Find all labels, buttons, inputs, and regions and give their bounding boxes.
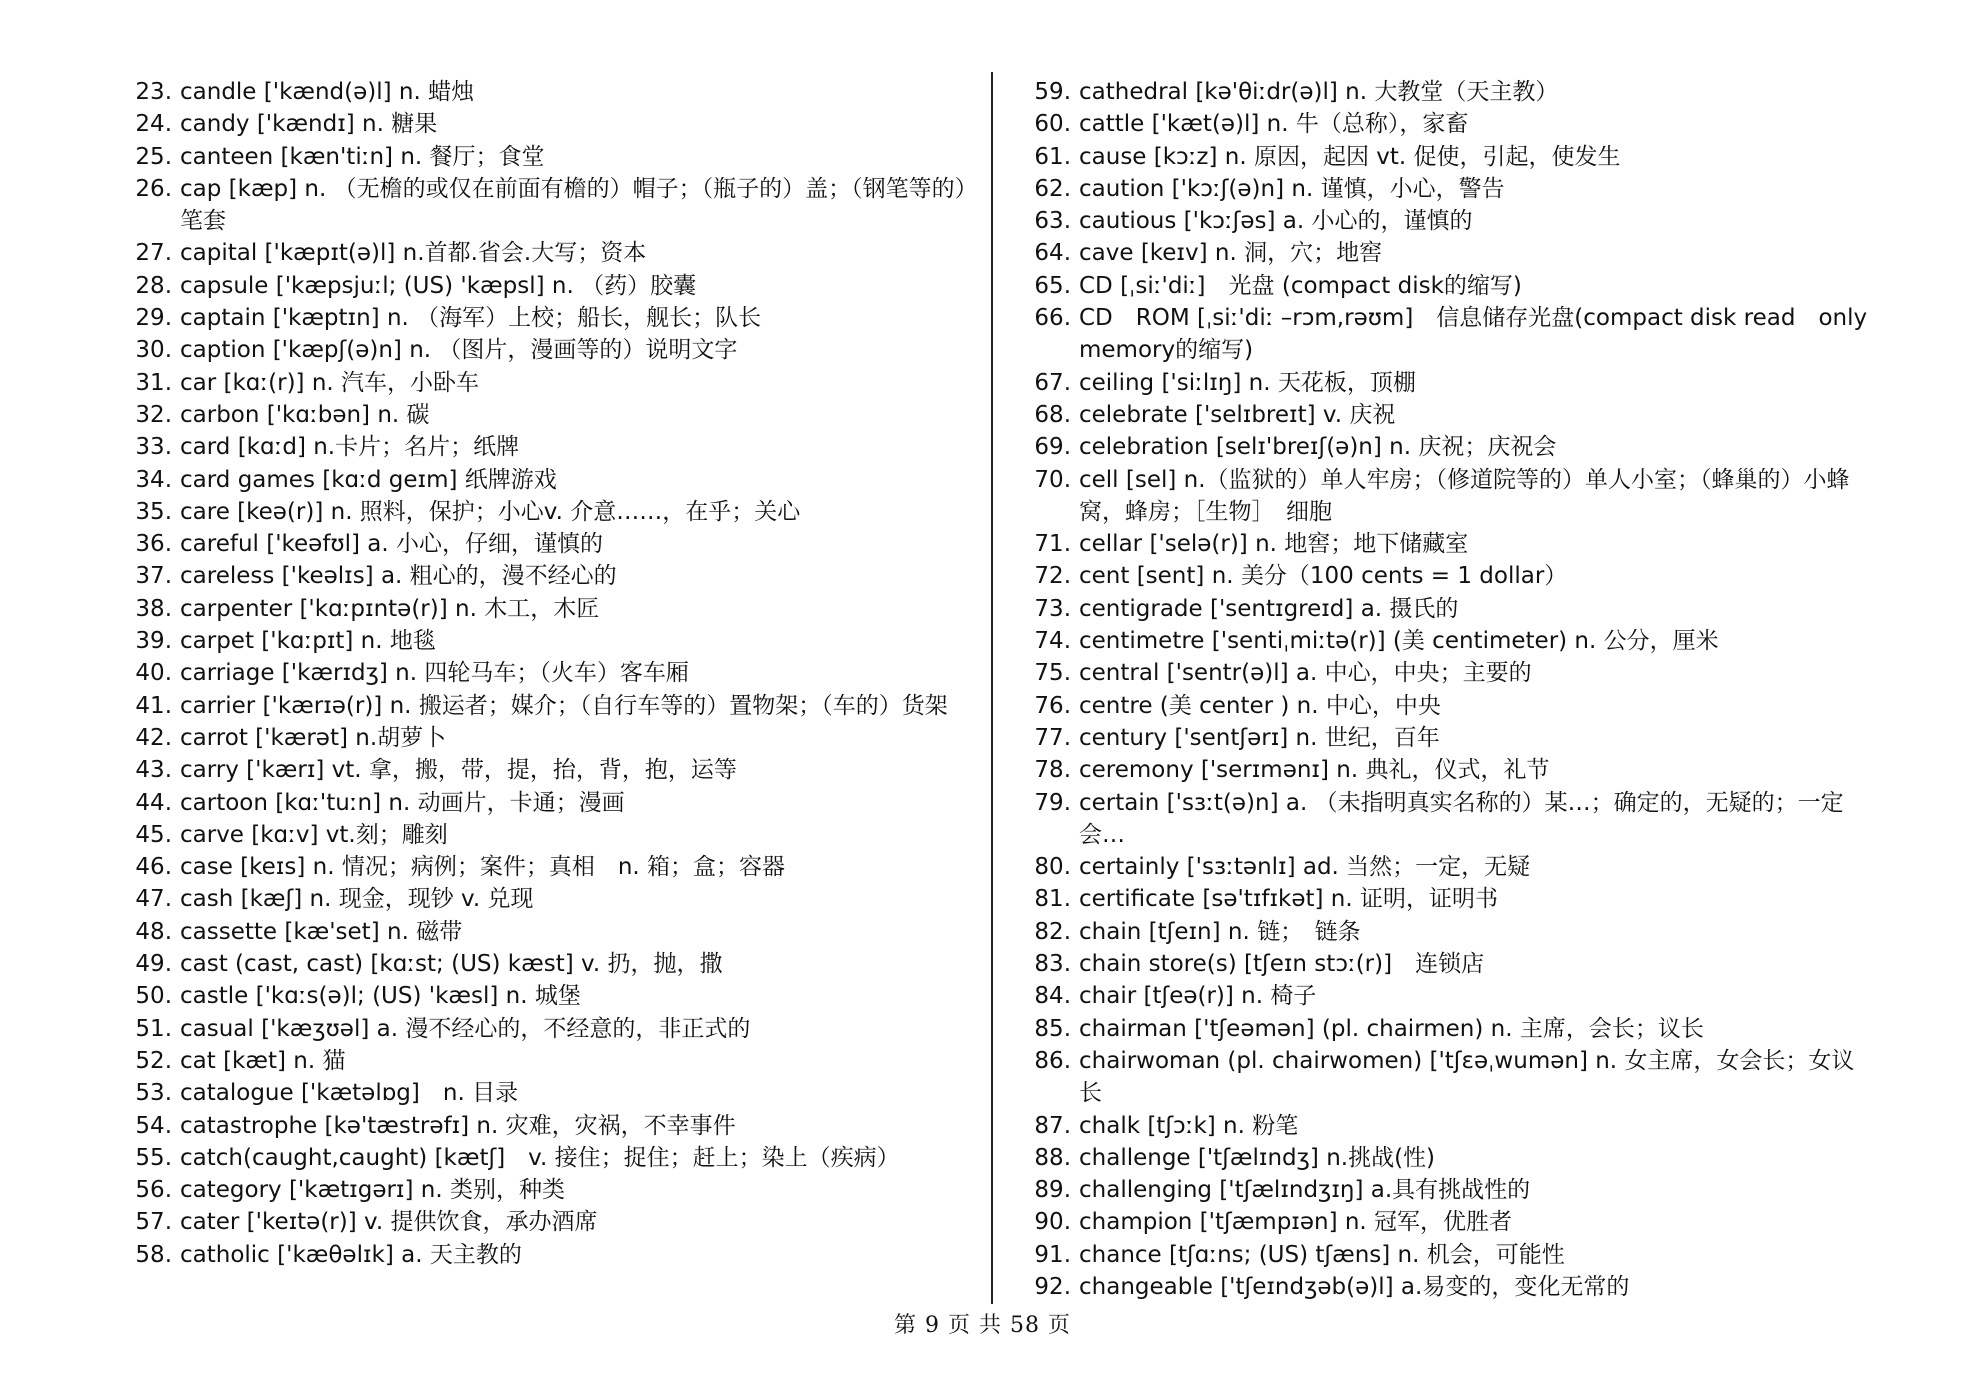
entry-text: car [kɑː(r)] n. 汽车，小卧车 [180, 369, 480, 396]
vocab-entry [1017, 1271, 1877, 1303]
vocab-entry [1017, 108, 1877, 140]
entry-text: chalk [tʃɔːk] n. 粉笔 [1079, 1112, 1299, 1139]
entry-number: 53. [135, 1080, 172, 1107]
entry-text: cell [sel] n.（监狱的）单人牢房；（修道院等的）单人小室；（蜂巢的）小蜂窝，蜂房；［生物］ 细胞 [1079, 466, 1850, 525]
entry-text: central ['sentr(ə)l] a. 中心，中央；主要的 [1079, 660, 1532, 687]
vocab-entry [118, 948, 988, 980]
entry-text: chain store(s) [tʃeɪn stɔː(r)] 连锁店 [1079, 951, 1485, 978]
entry-text: care [keə(r)] n. 照料，保护；小心v. 介意……，在乎；关心 [180, 498, 801, 525]
entry-number: 24. [135, 111, 172, 138]
entry-text: cast (cast, cast) [kɑːst; (US) kæst] v. 扔，抛，撒 [180, 951, 723, 978]
entry-text: centre (美 center ) n. 中心，中央 [1079, 692, 1441, 719]
entry-number: 73. [1034, 595, 1071, 622]
entry-number: 35. [135, 498, 172, 525]
column-divider [991, 72, 993, 1304]
entry-number: 76. [1034, 692, 1071, 719]
entry-number: 89. [1034, 1177, 1071, 1204]
entry-text: carbon ['kɑːbən] n. 碳 [180, 401, 430, 428]
vocab-entry [1017, 270, 1877, 302]
vocab-entry [118, 754, 988, 786]
entry-number: 23. [135, 79, 172, 105]
entry-text: cave [keɪv] n. 洞，穴；地窖 [1079, 240, 1383, 267]
entry-text: cellar ['selə(r)] n. 地窖；地下储藏室 [1079, 531, 1469, 558]
entry-number: 45. [135, 821, 172, 848]
entry-number: 33. [135, 434, 172, 461]
entry-text: celebration [selɪ'breɪʃ(ə)n] n. 庆祝；庆祝会 [1079, 434, 1557, 461]
vocab-entry [1017, 948, 1877, 980]
vocab-entry [118, 916, 988, 948]
entry-number: 29. [135, 305, 172, 332]
vocab-entry [1017, 1110, 1877, 1142]
vocab-entry [1017, 625, 1877, 657]
vocab-entry [1017, 399, 1877, 431]
entry-number: 41. [135, 692, 172, 719]
vocab-entry [118, 141, 988, 173]
entry-number: 84. [1034, 983, 1071, 1010]
entry-number: 91. [1034, 1241, 1071, 1268]
entry-number: 74. [1034, 628, 1071, 655]
vocab-entry [118, 237, 988, 269]
entry-number: 54. [135, 1112, 172, 1139]
entry-text: card games [kɑːd geɪm] 纸牌游戏 [180, 466, 557, 493]
entry-number: 77. [1034, 724, 1071, 751]
vocab-entry [118, 851, 988, 883]
vocab-entry [1017, 722, 1877, 754]
entry-number: 67. [1034, 369, 1071, 396]
entry-text: catastrophe [kə'tæstrəfɪ] n. 灾难，灾祸，不幸事件 [180, 1112, 736, 1139]
entry-text: catholic ['kæθəlɪk] a. 天主教的 [180, 1241, 522, 1268]
entry-number: 46. [135, 854, 172, 881]
vocab-entry [1017, 1206, 1877, 1238]
vocab-entry [1017, 367, 1877, 399]
entry-text: cap [kæp] n. （无檐的或仅在前面有檐的）帽子；（瓶子的）盖；（钢笔等的）笔套 [180, 175, 978, 235]
entry-text: castle ['kɑːs(ə)l; (US) 'kæsl] n. 城堡 [180, 983, 581, 1010]
entry-number: 48. [135, 918, 172, 945]
entry-text: challenge ['tʃælɪndʒ] n.挑战(性) [1079, 1144, 1436, 1171]
vocab-entry [118, 625, 988, 657]
entry-text: careless ['keəlɪs] a. 粗心的，漫不经心的 [180, 563, 617, 590]
entry-text: cassette [kæ'set] n. 磁带 [180, 918, 463, 945]
entry-text: changeable ['tʃeɪndʒəb(ə)l] a.易变的，变化无常的 [1079, 1273, 1630, 1300]
entry-text: candy ['kændɪ] n. 糖果 [180, 111, 438, 138]
vocab-entry [118, 690, 988, 722]
vocab-entry [1017, 787, 1877, 852]
vocab-entry [118, 270, 988, 302]
entry-text: challenging ['tʃælɪndʒɪŋ] a.具有挑战性的 [1079, 1177, 1531, 1204]
entry-text: chair [tʃeə(r)] n. 椅子 [1079, 983, 1317, 1010]
entry-text: cat [kæt] n. 猫 [180, 1047, 346, 1074]
entry-text: carry ['kærɪ] vt. 拿，搬，带，提，抬，背，抱，运等 [180, 757, 737, 784]
entry-number: 81. [1034, 886, 1071, 913]
vocab-entry [118, 980, 988, 1012]
entry-number: 82. [1034, 918, 1071, 945]
entry-text: cattle ['kæt(ə)l] n. 牛（总称），家畜 [1079, 111, 1469, 138]
entry-text: chairwoman (pl. chairwomen) ['tʃɛəˌwumən] n. 女主席，女会长；女议长 [1079, 1047, 1855, 1107]
vocab-entry [118, 496, 988, 528]
vocab-entry [1017, 690, 1877, 722]
vocab-entry [118, 108, 988, 140]
entry-text: CD ROM [ˌsiː'diː –rɔm,rəʊm] 信息储存光盘(compact disk read only memory的缩写) [1079, 305, 1868, 364]
entry-text: capital ['kæpɪt(ə)l] n.首都.省会.大写；资本 [180, 240, 647, 267]
vocab-entry [118, 1174, 988, 1206]
vocab-entry [1017, 1142, 1877, 1174]
entry-number: 42. [135, 724, 172, 751]
entry-number: 68. [1034, 401, 1071, 428]
entry-number: 87. [1034, 1112, 1071, 1139]
entry-number: 78. [1034, 757, 1071, 784]
entry-text: cathedral [kə'θiːdr(ə)l] n. 大教堂（天主教） [1079, 79, 1559, 105]
vocab-entry [1017, 1239, 1877, 1271]
vocab-entry [118, 528, 988, 560]
entry-number: 88. [1034, 1144, 1071, 1171]
entry-number: 51. [135, 1015, 172, 1042]
entry-text: carve [kɑːv] vt.刻；雕刻 [180, 821, 448, 848]
entry-number: 25. [135, 143, 172, 170]
vocab-entry [118, 1142, 988, 1174]
entry-number: 60. [1034, 111, 1071, 138]
vocab-entry [1017, 464, 1877, 529]
entry-text: carrot ['kærət] n.胡萝卜 [180, 724, 447, 751]
entry-text: cent [sent] n. 美分（100 cents = 1 dollar） [1079, 563, 1568, 590]
entry-text: category ['kætɪgərɪ] n. 类别，种类 [180, 1177, 565, 1204]
entry-number: 63. [1034, 208, 1071, 235]
vocab-entry [1017, 754, 1877, 786]
entry-text: champion ['tʃæmpɪən] n. 冠军，优胜者 [1079, 1209, 1513, 1236]
entry-text: certainly ['sɜːtənlɪ] ad. 当然；一定，无疑 [1079, 854, 1531, 881]
entry-number: 83. [1034, 951, 1071, 978]
entry-text: chain [tʃeɪn] n. 链； 链条 [1079, 918, 1361, 945]
vocab-entry [1017, 431, 1877, 463]
entry-number: 85. [1034, 1015, 1071, 1042]
entry-number: 43. [135, 757, 172, 784]
entry-number: 62. [1034, 175, 1071, 202]
entry-number: 79. [1034, 789, 1071, 816]
entry-number: 30. [135, 337, 172, 364]
vocab-entry [1017, 528, 1877, 560]
entry-number: 28. [135, 272, 172, 299]
vocab-entry [118, 1110, 988, 1142]
entry-number: 40. [135, 660, 172, 687]
vocab-entry [1017, 302, 1877, 367]
entry-number: 64. [1034, 240, 1071, 267]
vocab-entry [118, 1206, 988, 1238]
entry-text: captain ['kæptɪn] n. （海军）上校；船长，舰长；队长 [180, 305, 762, 332]
vocab-entry [118, 334, 988, 366]
vocab-entry [1017, 1013, 1877, 1045]
entry-text: ceiling ['siːlɪŋ] n. 天花板，顶棚 [1079, 369, 1416, 396]
entry-number: 65. [1034, 272, 1071, 299]
vocab-entry [1017, 76, 1877, 108]
vocab-entry [118, 76, 988, 108]
entry-number: 59. [1034, 79, 1071, 105]
vocab-entry [1017, 593, 1877, 625]
vocab-entry [118, 593, 988, 625]
vocab-entry [118, 399, 988, 431]
entry-number: 49. [135, 951, 172, 978]
vocab-entry [118, 367, 988, 399]
entry-text: century ['sentʃərɪ] n. 世纪，百年 [1079, 724, 1440, 751]
vocab-entry [118, 431, 988, 463]
vocab-entry [1017, 173, 1877, 205]
vocab-entry [118, 464, 988, 496]
entry-number: 56. [135, 1177, 172, 1204]
entry-text: casual ['kæʒʊəl] a. 漫不经心的，不经意的，非正式的 [180, 1015, 751, 1042]
entry-number: 58. [135, 1241, 172, 1268]
entry-text: celebrate ['selɪbreɪt] v. 庆祝 [1079, 401, 1396, 428]
entry-number: 71. [1034, 531, 1071, 558]
vocab-entry [118, 787, 988, 819]
entry-number: 36. [135, 531, 172, 558]
entry-number: 90. [1034, 1209, 1071, 1236]
page-footer: 第 9 页 共 58 页 [894, 1313, 1071, 1338]
entry-number: 52. [135, 1047, 172, 1074]
vocab-entry [118, 1013, 988, 1045]
entry-number: 37. [135, 563, 172, 590]
entry-number: 55. [135, 1144, 172, 1171]
vocab-entry [1017, 851, 1877, 883]
left-column [118, 76, 988, 1271]
entry-number: 26. [135, 175, 172, 202]
entry-text: CD [ˌsiː'diː] 光盘 (compact disk的缩写) [1079, 272, 1522, 299]
entry-number: 27. [135, 240, 172, 267]
vocab-entry [1017, 916, 1877, 948]
vocab-entry [1017, 560, 1877, 592]
vocab-entry [118, 1077, 988, 1109]
entry-text: catch(caught,caught) [kætʃ] v. 接住；捉住；赶上；染上（疾病） [180, 1144, 900, 1171]
vocab-entry [118, 722, 988, 754]
entry-number: 38. [135, 595, 172, 622]
vocab-entry [118, 883, 988, 915]
vocab-entry [1017, 657, 1877, 689]
vocab-entry [118, 560, 988, 592]
vocab-entry [1017, 205, 1877, 237]
entry-number: 31. [135, 369, 172, 396]
entry-number: 66. [1034, 305, 1071, 332]
vocab-entry [1017, 1174, 1877, 1206]
entry-text: carpet ['kɑːpɪt] n. 地毯 [180, 628, 436, 655]
entry-text: cash [kæʃ] n. 现金，现钞 v. 兑现 [180, 886, 534, 913]
entry-number: 92. [1034, 1273, 1071, 1300]
entry-text: careful ['keəfʊl] a. 小心，仔细，谨慎的 [180, 531, 604, 558]
entry-text: chairman ['tʃeəmən] (pl. chairmen) n. 主席，会长；议长 [1079, 1015, 1704, 1042]
entry-text: card [kɑːd] n.卡片；名片；纸牌 [180, 434, 520, 461]
entry-text: capsule ['kæpsjuːl; (US) 'kæpsl] n. （药）胶囊 [180, 272, 697, 299]
entry-number: 50. [135, 983, 172, 1010]
entry-number: 80. [1034, 854, 1071, 881]
entry-text: cause [kɔːz] n. 原因，起因 vt. 促使，引起，使发生 [1079, 143, 1621, 170]
vocab-entry [1017, 980, 1877, 1012]
vocab-entry [118, 173, 988, 238]
right-column [1017, 76, 1877, 1303]
entry-text: carpenter ['kɑːpɪntə(r)] n. 木工，木匠 [180, 595, 600, 622]
entry-number: 44. [135, 789, 172, 816]
entry-text: canteen [kæn'tiːn] n. 餐厅；食堂 [180, 143, 545, 170]
vocab-entry [1017, 1045, 1877, 1110]
entry-number: 32. [135, 401, 172, 428]
entry-number: 34. [135, 466, 172, 493]
vocab-entry [118, 1045, 988, 1077]
vocab-entry [118, 819, 988, 851]
entry-text: centigrade ['sentɪgreɪd] a. 摄氏的 [1079, 595, 1459, 622]
entry-text: chance [tʃɑːns; (US) tʃæns] n. 机会，可能性 [1079, 1241, 1565, 1268]
entry-text: case [keɪs] n. 情况；病例；案件；真相 n. 箱；盒；容器 [180, 854, 786, 881]
entry-number: 57. [135, 1209, 172, 1236]
entry-text: carrier ['kærɪə(r)] n. 搬运者；媒介；（自行车等的）置物架；（车的）货架 [180, 692, 948, 719]
entry-text: caution ['kɔːʃ(ə)n] n. 谨慎，小心，警告 [1079, 175, 1505, 202]
entry-text: cater ['keɪtə(r)] v. 提供饮食，承办酒席 [180, 1209, 598, 1236]
entry-number: 47. [135, 886, 172, 913]
entry-text: catalogue ['kætəlɒg] n. 目录 [180, 1080, 519, 1107]
entry-number: 72. [1034, 563, 1071, 590]
entry-text: certificate [sə'tɪfɪkət] n. 证明，证明书 [1079, 886, 1498, 913]
entry-text: carriage ['kærɪdʒ] n. 四轮马车；（火车）客车厢 [180, 660, 689, 687]
vocab-entry [118, 1239, 988, 1271]
entry-number: 61. [1034, 143, 1071, 170]
vocab-entry [1017, 141, 1877, 173]
entry-text: certain ['sɜːt(ə)n] a. （未指明真实名称的）某…；确定的，无疑的；一定会… [1079, 789, 1844, 848]
entry-number: 70. [1034, 466, 1071, 493]
entry-number: 86. [1034, 1047, 1071, 1074]
entry-number: 75. [1034, 660, 1071, 687]
vocab-entry [1017, 237, 1877, 269]
entry-number: 39. [135, 628, 172, 655]
entry-text: ceremony ['serɪmənɪ] n. 典礼，仪式，礼节 [1079, 757, 1550, 784]
vocab-entry [118, 302, 988, 334]
vocab-entry [118, 657, 988, 689]
entry-text: candle ['kænd(ə)l] n. 蜡烛 [180, 79, 475, 105]
entry-number: 69. [1034, 434, 1071, 461]
entry-text: caption ['kæpʃ(ə)n] n. （图片，漫画等的）说明文字 [180, 337, 738, 364]
entry-text: cautious ['kɔːʃəs] a. 小心的，谨慎的 [1079, 208, 1473, 235]
entry-text: centimetre ['sentiˌmiːtə(r)] (美 centimeter) n. 公分，厘米 [1079, 628, 1719, 655]
entry-text: cartoon [kɑː'tuːn] n. 动画片，卡通；漫画 [180, 789, 625, 816]
vocab-entry [1017, 883, 1877, 915]
